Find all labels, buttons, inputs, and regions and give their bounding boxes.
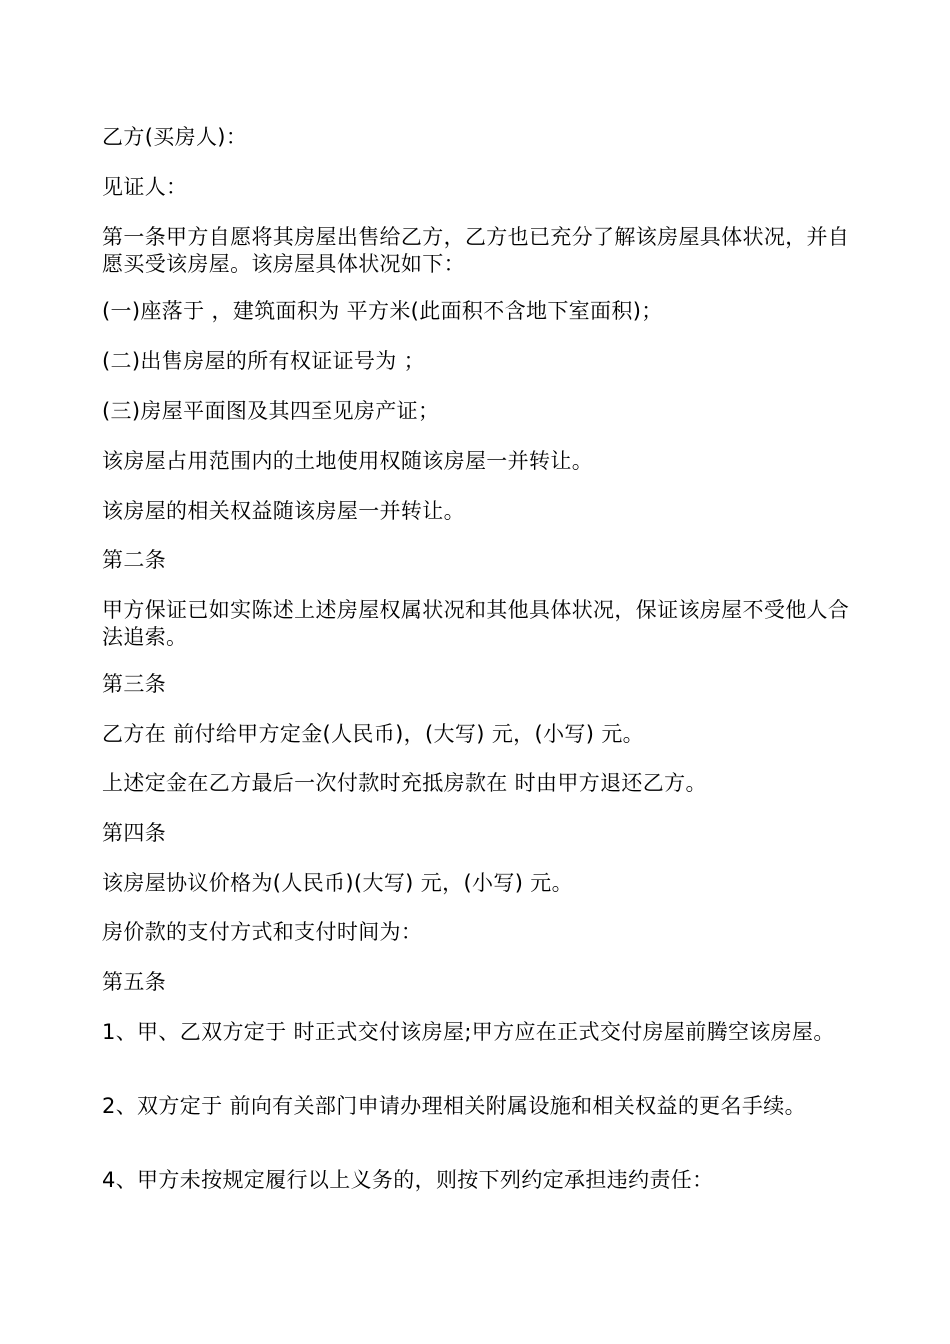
article-4-heading: 第四条 — [102, 821, 167, 845]
agreed-price-text: 该房屋协议价格为(人民币)(大写) 元，(小写) 元。 — [102, 871, 573, 895]
article-3-heading: 第三条 — [102, 672, 167, 696]
delivery-clause-text: 1、甲、乙双方定于 时正式交付该房屋;甲方应在正式交付房屋前腾空该房屋。 — [102, 1020, 835, 1044]
clause-3-floor-plan: (三)房屋平面图及其四至见房产证； — [102, 399, 440, 423]
party-b-line: 乙方(买房人)： — [102, 125, 248, 149]
deposit-offset-text: 上述定金在乙方最后一次付款时充抵房款在 时由甲方退还乙方。 — [102, 771, 707, 795]
land-use-right-text: 该房屋占用范围内的土地使用权随该房屋一并转让。 — [102, 449, 594, 473]
transfer-procedure-text: 2、双方定于 前向有关部门申请办理相关附属设施和相关权益的更名手续。 — [102, 1094, 806, 1118]
article-1-text: 第一条甲方自愿将其房屋出售给乙方，乙方也已充分了解该房屋具体状况，并自愿买受该房屋。该房屋具体状况如下： — [102, 225, 850, 276]
related-rights-text: 该房屋的相关权益随该房屋一并转让。 — [102, 499, 465, 523]
deposit-payment-text: 乙方在 前付给甲方定金(人民币)，(大写) 元，(小写) 元。 — [102, 722, 645, 746]
article-5-heading: 第五条 — [102, 970, 167, 994]
clause-2-certificate: (二)出售房屋的所有权证证号为 ； — [102, 349, 426, 373]
clause-1-location: (一)座落于 ，建筑面积为 平方米(此面积不含地下室面积)； — [102, 299, 663, 323]
payment-method-text: 房价款的支付方式和支付时间为： — [102, 920, 423, 944]
breach-liability-text: 4、甲方未按规定履行以上义务的，则按下列约定承担违约责任： — [102, 1168, 714, 1192]
article-2-heading: 第二条 — [102, 548, 167, 572]
article-2-text: 甲方保证已如实陈述上述房屋权属状况和其他具体状况，保证该房屋不受他人合法追索。 — [102, 598, 850, 649]
witness-line: 见证人： — [102, 175, 188, 199]
